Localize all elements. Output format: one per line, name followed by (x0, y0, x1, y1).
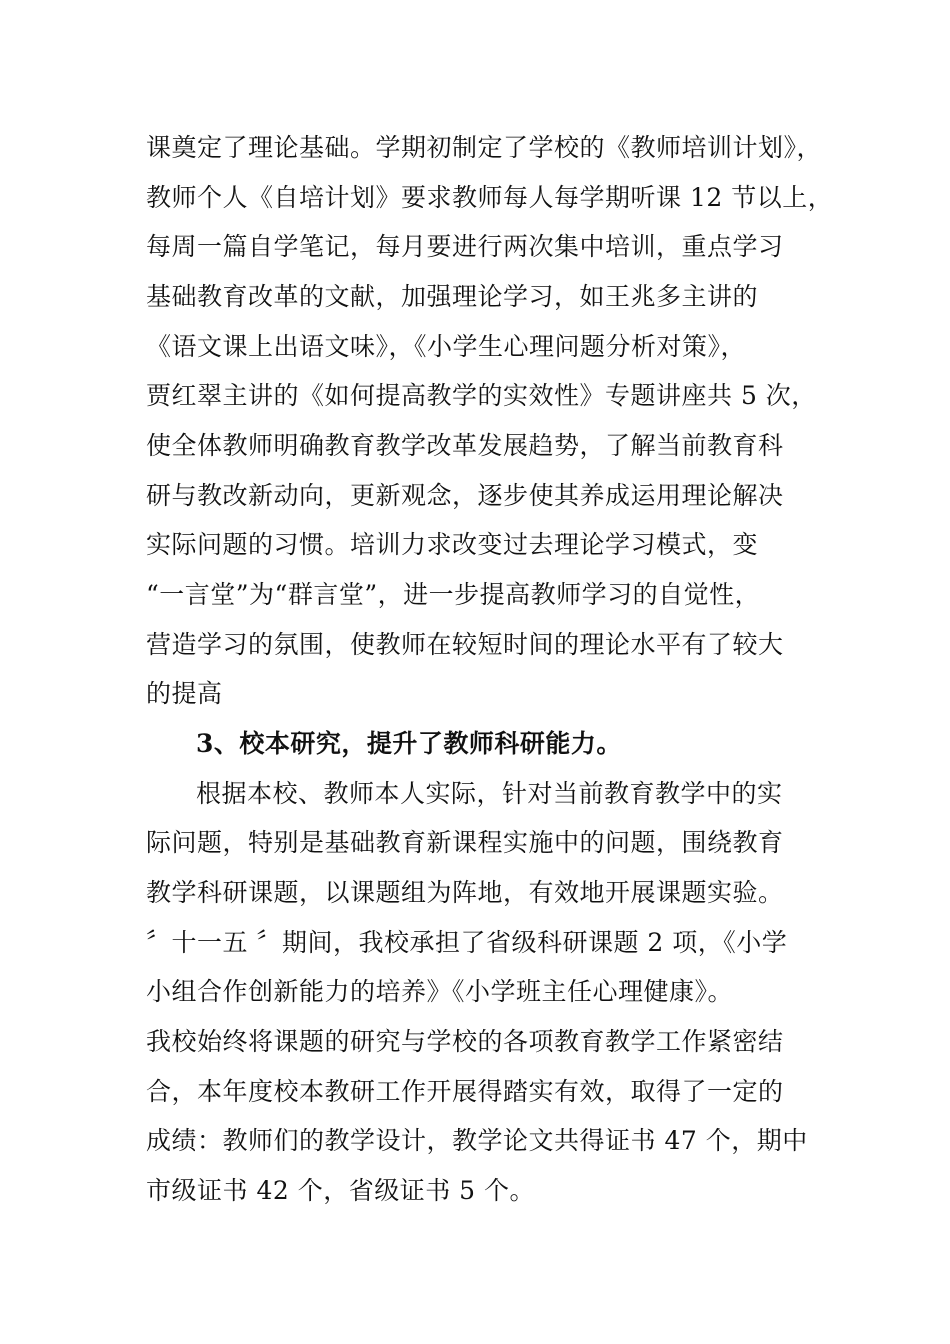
section-heading: 3、校本研究，提升了教师科研能力。 (196, 729, 622, 758)
section-paragraph-line: 〞十一五 〞期间，我校承担了省级科研课题 2 项，《小学 (146, 928, 788, 957)
paragraph-line: 贾红翠主讲的《如何提高教学的实效性》专题讲座共 5 次， (146, 381, 817, 410)
section-paragraph-line: 际问题，特别是基础教育新课程实施中的问题，围绕教育 (146, 828, 784, 857)
section-paragraph-line: 小组合作创新能力的培养》《小学班主任心理健康》。 (146, 977, 734, 1006)
section-paragraph-line: 合，本年度校本教研工作开展得踏实有效，取得了一定的 (146, 1077, 784, 1106)
paragraph-line: 教师个人《自培计划》要求教师每人每学期听课 12 节以上， (146, 183, 834, 212)
paragraph-line: 每周一篇自学笔记，每月要进行两次集中培训，重点学习 (146, 232, 784, 261)
paragraph-line: 课奠定了理论基础。学期初制定了学校的《教师培训计划》， (146, 133, 823, 162)
paragraph-line: 营造学习的氛围，使教师在较短时间的理论水平有了较大 (146, 630, 784, 659)
section-paragraph-line: 根据本校、教师本人实际，针对当前教育教学中的实 (196, 779, 783, 808)
paragraph-line: 研与教改新动向，更新观念，逐步使其养成运用理论解决 (146, 481, 784, 510)
paragraph-line: 实际问题的习惯。培训力求改变过去理论学习模式，变 (146, 530, 759, 559)
paragraph-line: “一言堂”为“群言堂”，进一步提高教师学习的自觉性， (146, 580, 761, 609)
section-paragraph-line: 市级证书 42 个，省级证书 5 个。 (146, 1176, 536, 1205)
section-paragraph-line: 教学科研课题，以课题组为阵地，有效地开展课题实验。 (146, 878, 784, 907)
section-paragraph-line: 我校始终将课题的研究与学校的各项教育教学工作紧密结 (146, 1027, 784, 1056)
paragraph-line: 的提高 (146, 679, 223, 708)
section-paragraph-line: 成绩：教师们的教学设计，教学论文共得证书 47 个，期中 (146, 1126, 808, 1155)
paragraph-line: 使全体教师明确教育教学改革发展趋势，了解当前教育科 (146, 431, 784, 460)
paragraph-line: 《语文课上出语文味》，《小学生心理问题分析对策》， (146, 332, 747, 361)
paragraph-line: 基础教育改革的文献，加强理论学习，如王兆多主讲的 (146, 282, 759, 311)
